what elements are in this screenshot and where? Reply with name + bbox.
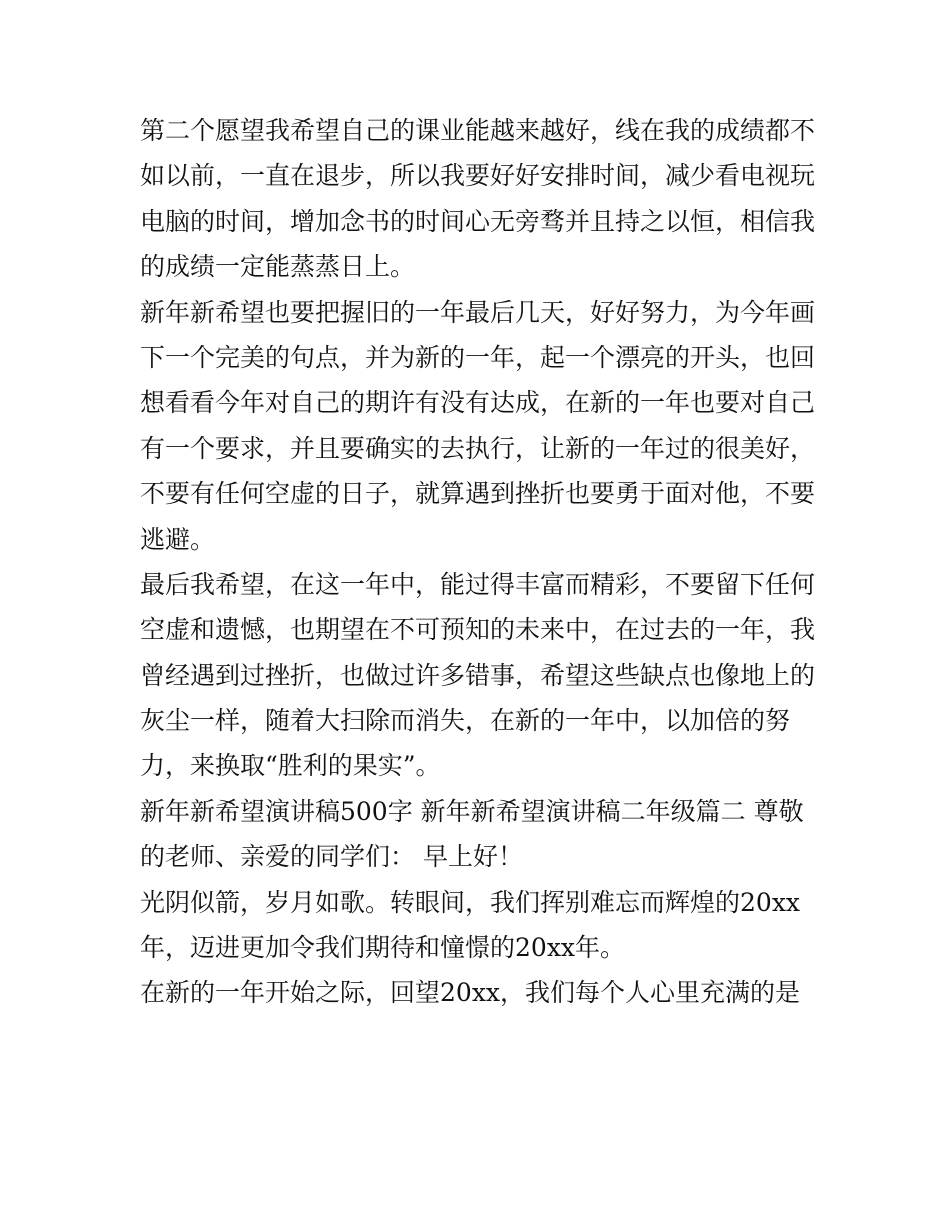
text-line: 光阴似箭，岁月如歌。转眼间，我们挥别难忘而辉煌的20xx — [140, 887, 801, 917]
paragraph-new-year-hope — [140, 290, 814, 562]
paragraph-final-wish — [140, 562, 814, 789]
text-line: 空虚和遗憾，也期望在不可预知的未来中，在过去的一年，我 — [140, 615, 816, 645]
text-line: 的老师、亲爱的同学们： 早上好！ — [140, 842, 523, 872]
text-line: 的成绩一定能蒸蒸日上。 — [140, 252, 416, 282]
text-line: 曾经遇到过挫折，也做过许多错事，希望这些缺点也像地上的 — [140, 660, 816, 690]
text-line: 第二个愿望我希望自己的课业能越来越好，线在我的成绩都不 — [140, 116, 816, 145]
document-body — [140, 108, 814, 1016]
text-line: 逃避。 — [140, 524, 216, 554]
text-line: 力，来换取“胜利的果实”。 — [140, 751, 441, 781]
text-line: 如以前，一直在退步，所以我要好好安排时间，减少看电视玩 — [140, 161, 816, 191]
paragraph-looking-back — [140, 970, 814, 1015]
text-line: 在新的一年开始之际，回望20xx，我们每个人心里充满的是 — [140, 978, 801, 1008]
text-line: 年，迈进更加令我们期待和憧憬的20xx年。 — [140, 933, 626, 963]
paragraph-wish-studies — [140, 108, 814, 290]
text-line: 电脑的时间，增加念书的时间心无旁骛并且持之以恒，相信我 — [140, 206, 816, 236]
text-line: 有一个要求，并且要确实的去执行，让新的一年过的很美好， — [140, 433, 816, 463]
text-line: 新年新希望也要把握旧的一年最后几天，好好努力，为今年画 — [140, 297, 816, 327]
text-line: 最后我希望，在这一年中，能过得丰富而精彩，不要留下任何 — [140, 569, 816, 599]
text-line: 下一个完美的句点，并为新的一年，起一个漂亮的开头，也回 — [140, 342, 816, 372]
paragraph-time-flies — [140, 880, 814, 971]
text-line: 想看看今年对自己的期许有没有达成，在新的一年也要对自己 — [140, 388, 816, 418]
paragraph-speech-title — [140, 789, 814, 880]
text-line: 不要有任何空虚的日子，就算遇到挫折也要勇于面对他，不要 — [140, 479, 816, 509]
text-line: 灰尘一样，随着大扫除而消失，在新的一年中，以加倍的努 — [140, 706, 791, 736]
text-line: 新年新希望演讲稿500字 新年新希望演讲稿二年级篇二 尊敬 — [140, 796, 804, 826]
